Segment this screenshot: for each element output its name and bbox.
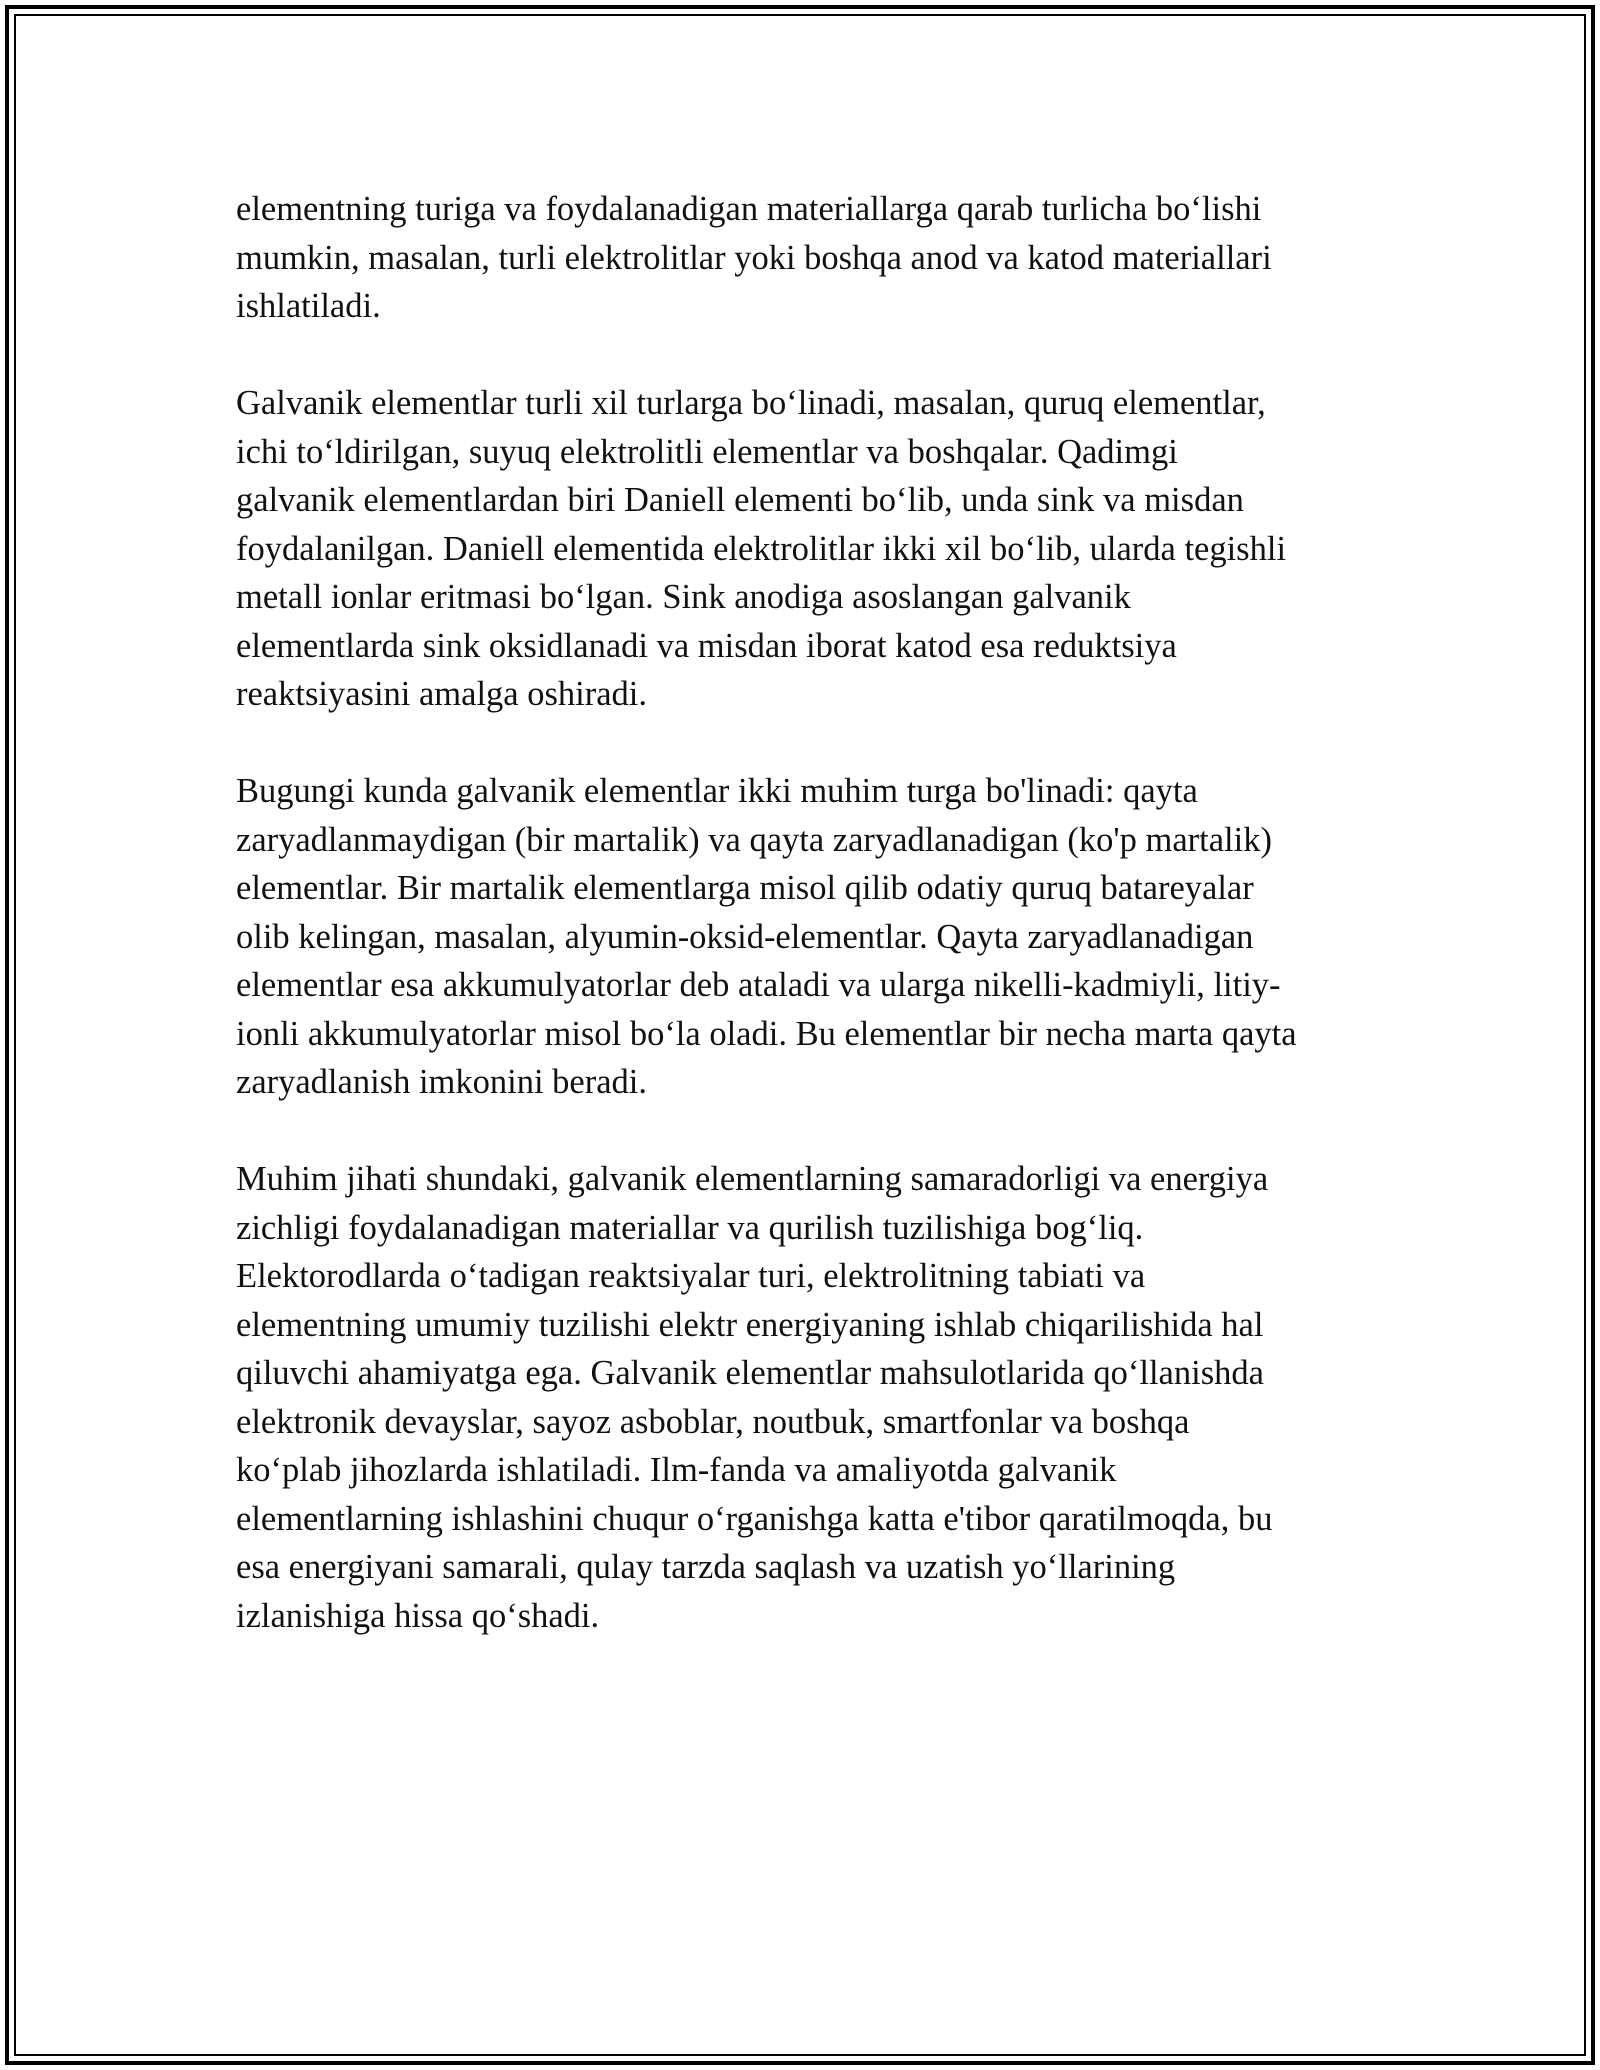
text-line: olib kelingan, masalan, alyumin-oksid-elementlar. Qayta zaryadlanadigan	[236, 917, 1254, 956]
text-line: elektronik devayslar, sayoz asboblar, noutbuk, smartfonlar va boshqa	[236, 1402, 1190, 1441]
text-line: elementning turiga va foydalanadigan materiallarga qarab turlicha bo‘lishi	[236, 190, 1262, 228]
text-line: esa energiyani samarali, qulay tarzda saqlash va uzatish yo‘llarining	[236, 1548, 1176, 1586]
text-line: Elektorodlarda o‘tadigan reaktsiyalar turi, elektrolitning tabiati va	[236, 1257, 1146, 1295]
text-line: zaryadlanmaydigan (bir martalik) va qayta zaryadlanadigan (ko'p martalik)	[236, 820, 1272, 859]
text-line: elementlar esa akkumulyatorlar deb ataladi va ularga nikelli-kadmiyli, litiy-	[236, 966, 1281, 1004]
text-line: ko‘plab jihozlarda ishlatiladi. Ilm-fanda va amaliyotda galvanik	[236, 1451, 1117, 1489]
text-line: elementning umumiy tuzilishi elektr energiyaning ishlab chiqarilishida hal	[236, 1305, 1264, 1344]
text-line: Muhim jihati shundaki, galvanik elementlarning samaradorligi va energiya	[236, 1160, 1269, 1198]
text-line: elementlar. Bir martalik elementlarga misol qilib odatiy quruq batareyalar	[236, 869, 1254, 907]
text-line: ionli akkumulyatorlar misol bo‘la oladi. Bu elementlar bir necha marta qayta	[236, 1014, 1297, 1053]
document-body	[236, 185, 1366, 1689]
text-line: Galvanik elementlar turli xil turlarga bo‘linadi, masalan, quruq elementlar,	[236, 384, 1266, 422]
paragraph	[236, 379, 1366, 719]
text-line: zaryadlanish imkonini beradi.	[236, 1063, 648, 1101]
text-line: elementlarning ishlashini chuqur o‘rganishga katta e'tibor qaratilmoqda, bu	[236, 1499, 1273, 1538]
text-line: Bugungi kunda galvanik elementlar ikki muhim turga bo'linadi: qayta	[236, 772, 1198, 810]
text-line: qiluvchi ahamiyatga ega. Galvanik elementlar mahsulotlarida qo‘llanishda	[236, 1354, 1264, 1392]
paragraph	[236, 767, 1366, 1107]
text-line: galvanik elementlardan biri Daniell elementi bo‘lib, unda sink va misdan	[236, 481, 1244, 519]
text-line: elementlarda sink oksidlanadi va misdan iborat katod esa reduktsiya	[236, 626, 1177, 665]
text-line: mumkin, masalan, turli elektrolitlar yoki boshqa anod va katod materiallari	[236, 238, 1272, 277]
text-line: metall ionlar eritmasi bo‘lgan. Sink anodiga asoslangan galvanik	[236, 578, 1131, 616]
text-line: ichi to‘ldirilgan, suyuq elektrolitli elementlar va boshqalar. Qadimgi	[236, 432, 1178, 471]
paragraph	[236, 185, 1366, 331]
text-line: izlanishiga hissa qo‘shadi.	[236, 1596, 600, 1635]
paragraph	[236, 1155, 1366, 1640]
text-line: zichligi foydalanadigan materiallar va qurilish tuzilishiga bog‘liq.	[236, 1208, 1144, 1247]
text-line: ishlatiladi.	[236, 287, 381, 325]
text-line: foydalanilgan. Daniell elementida elektrolitlar ikki xil bo‘lib, ularda tegishli	[236, 529, 1287, 568]
text-line: reaktsiyasini amalga oshiradi.	[236, 675, 648, 713]
